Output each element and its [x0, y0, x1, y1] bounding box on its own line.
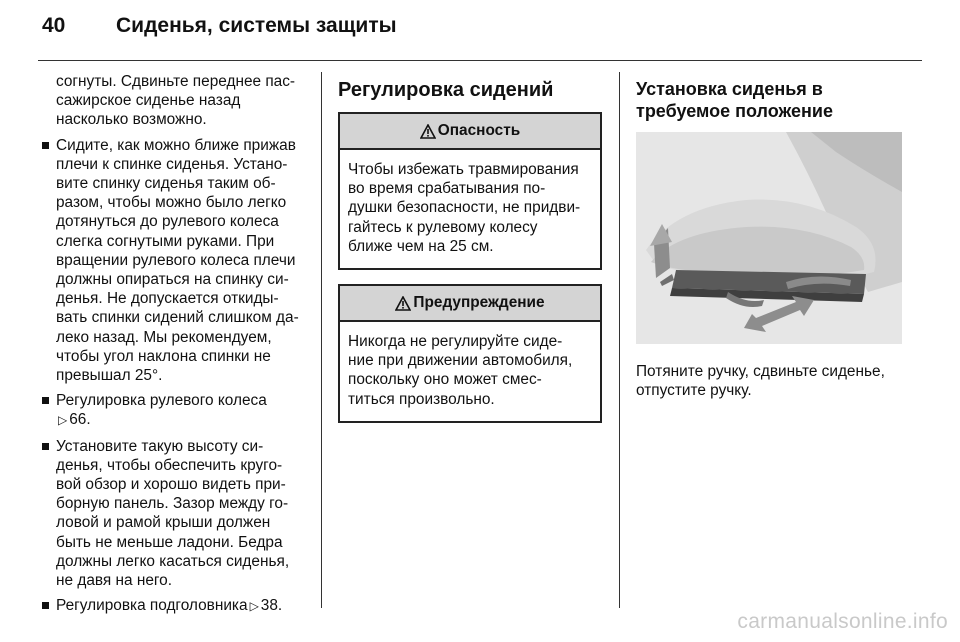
text-line: чтобы угол наклона спинки не [56, 347, 271, 365]
text-line: не давя на него. [56, 572, 172, 590]
cross-reference-icon[interactable]: ▷ [58, 413, 68, 428]
column-right [636, 72, 904, 400]
warning-triangle-icon [420, 124, 436, 139]
text-line: вой обзор и хорошо видеть при- [56, 476, 286, 494]
bullet-steering-wheel [42, 391, 310, 430]
text-line: денья. Не допускается откиды- [56, 290, 279, 308]
danger-box [338, 112, 602, 270]
page-title: Сиденья, системы защиты [116, 14, 397, 37]
warning-body [340, 322, 600, 421]
page-reference[interactable]: 38. [260, 597, 283, 615]
text-line: во время срабатывания по- [348, 180, 546, 198]
danger-heading-text: Опасность [437, 122, 521, 140]
text-line: вать спинки сидений слишком да- [56, 309, 299, 327]
text-line: плечи к спинке сиденья. Устано- [56, 155, 288, 173]
column-divider-left [321, 72, 322, 608]
warning-triangle-icon [395, 296, 411, 311]
text-line [56, 410, 310, 430]
warning-heading-text: Предупреждение [413, 294, 545, 312]
page-number: 40 [42, 14, 66, 37]
text-line: вращении рулевого колеса плечи [56, 251, 296, 269]
column-divider-right [619, 72, 620, 608]
text-line: Никогда не регулируйте сиде- [348, 333, 563, 351]
text-line: отпустите ручку. [636, 382, 752, 400]
danger-body [340, 150, 600, 268]
bullet-head-restraint [42, 596, 310, 616]
text-line: ние при движении автомобиля, [348, 352, 573, 370]
text-line: гайтесь к рулевому колесу [348, 218, 538, 236]
text-line: Потяните ручку, сдвиньте сиденье, [636, 363, 885, 380]
text-line: ближе чем на 25 см. [348, 237, 494, 255]
cross-reference-icon[interactable]: ▷ [249, 599, 259, 614]
warning-heading [340, 286, 600, 322]
bullet-text: Регулировка подголовника [56, 597, 248, 615]
seat-adjustment-illustration [636, 132, 902, 344]
text-line: насколько возможно. [56, 111, 207, 129]
text-line: душки безопасности, не придви- [348, 199, 581, 217]
subsection-title [636, 78, 904, 122]
page-reference[interactable]: 66. [69, 411, 91, 429]
image-caption [636, 362, 904, 400]
text-line: должны легко касаться сиденья, [56, 552, 290, 570]
watermark: carmanualsonline.info [737, 610, 948, 633]
column-left [42, 72, 310, 616]
text-line: сажирское сиденье назад [56, 92, 241, 110]
text-line: слегка согнутыми руками. При [56, 232, 275, 250]
header-rule [38, 60, 922, 61]
page-header [42, 14, 397, 54]
title-line: требуемое положение [636, 101, 833, 121]
bullet-seating-position [42, 136, 310, 386]
title-line: Установка сиденья в [636, 79, 823, 99]
text-line: вите спинку сиденья таким об- [56, 175, 276, 193]
text-line: должны опираться на спинку си- [56, 271, 289, 289]
text-line: Сидите, как можно ближе прижав [56, 136, 296, 154]
text-line: леко назад. Мы рекомендуем, [56, 328, 272, 346]
intro-paragraph [42, 72, 310, 130]
warning-box [338, 284, 602, 423]
section-title: Регулировка сидений [338, 79, 554, 101]
text-line: поскольку оно может смес- [348, 371, 542, 389]
bullet-seat-height [42, 437, 310, 591]
text-line: дотянуться до рулевого колеса [56, 213, 279, 231]
text-line: борную панель. Зазор между го- [56, 495, 289, 513]
text-line: Чтобы избежать травмирования [348, 161, 579, 178]
text-line: Установите такую высоту си- [56, 437, 264, 455]
text-line: согнуты. Сдвиньте переднее пас- [56, 73, 296, 90]
text-line: денья, чтобы обеспечить круго- [56, 456, 283, 474]
text-line: разом, чтобы можно было легко [56, 194, 287, 212]
text-line: титься произвольно. [348, 390, 495, 408]
column-middle [338, 72, 602, 437]
text-line: быть не меньше ладони. Бедра [56, 533, 283, 551]
text-line: ловой и рамой крыши должен [56, 514, 271, 532]
text-line: Регулировка рулевого колеса [56, 392, 267, 410]
danger-heading [340, 114, 600, 150]
text-line: превышал 25°. [56, 367, 163, 385]
